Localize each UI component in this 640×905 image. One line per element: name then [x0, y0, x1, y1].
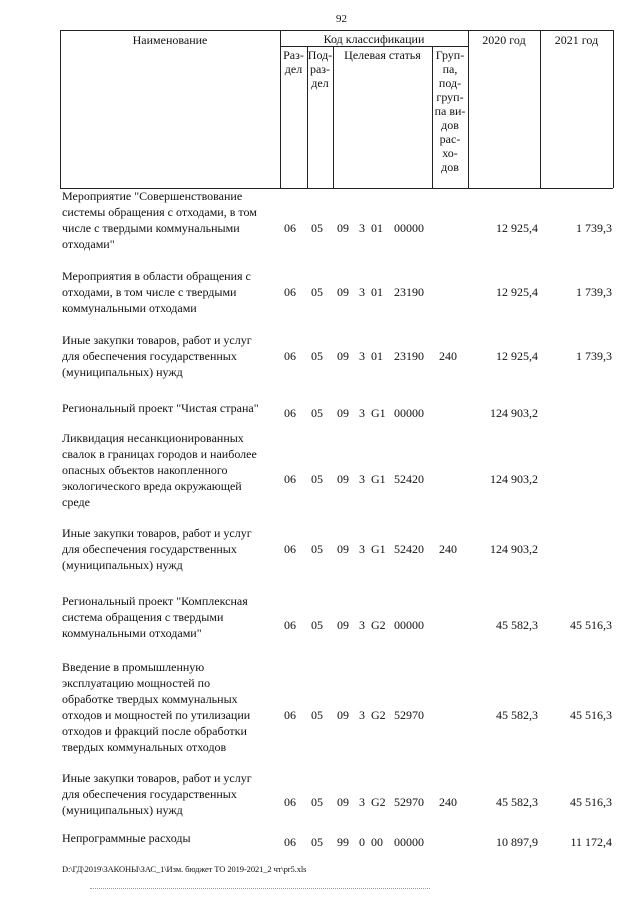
row-name	[62, 659, 280, 755]
cell-y2021: 1 739,3	[576, 221, 612, 235]
row-name-line: Региональный проект "Чистая страна"	[62, 401, 259, 415]
header-name: Наименование	[132, 33, 208, 47]
cell-y2021: 45 516,3	[570, 708, 612, 722]
cell-cs2: 3	[359, 542, 365, 556]
cell-cs3: 01	[371, 221, 383, 235]
cell-cs4: 00000	[394, 406, 424, 420]
cell-cs4: 52420	[394, 472, 424, 486]
cell-cs4: 52970	[394, 795, 424, 809]
footer-divider	[90, 888, 430, 890]
row-name-line: Иные закупки товаров, работ и услуг	[62, 526, 252, 540]
row-name-line: отходов и фракций после обработки	[62, 724, 247, 738]
cell-y2020: 12 925,4	[496, 349, 538, 363]
cell-y2020: 12 925,4	[496, 285, 538, 299]
cell-y2020: 45 582,3	[496, 795, 538, 809]
row-name-line: отходами"	[62, 237, 115, 251]
row-name-line: (муниципальных) нужд	[62, 803, 183, 817]
cell-razdel: 06	[284, 472, 296, 486]
row-name-line: для обеспечения государственных	[62, 349, 237, 363]
cell-y2020: 10 897,9	[496, 835, 538, 849]
row-name-line: коммунальными отходами	[62, 301, 197, 315]
cell-cs3: G1	[371, 406, 386, 420]
cell-cs1: 09	[337, 221, 349, 235]
row-name-line: (муниципальных) нужд	[62, 365, 183, 379]
row-name	[62, 430, 280, 510]
cell-cs1: 09	[337, 618, 349, 632]
cell-vr: 240	[439, 349, 457, 363]
cell-cs3: 01	[371, 349, 383, 363]
cell-cs1: 09	[337, 285, 349, 299]
cell-podrazdel: 05	[311, 349, 323, 363]
row-name-line: системы обращения с отходами, в том	[62, 205, 257, 219]
cell-podrazdel: 05	[311, 835, 323, 849]
cell-y2020: 12 925,4	[496, 221, 538, 235]
header-year-2021: 2021 год	[554, 33, 599, 47]
cell-cs2: 3	[359, 285, 365, 299]
cell-cs4: 23190	[394, 349, 424, 363]
file-path-footer: D:\ГД\2019\ЗАКОНЫ\ЗАС_1\Изм. бюджет ТО 2019-2021_2 чт\pr5.xls	[62, 864, 307, 874]
row-name-line: эксплуатацию мощностей по	[62, 676, 211, 690]
cell-cs1: 09	[337, 708, 349, 722]
cell-cs1: 09	[337, 795, 349, 809]
cell-cs3: G2	[371, 795, 386, 809]
row-name-line: отходов и мощностей по утилизации	[62, 708, 251, 722]
cell-cs2: 3	[359, 618, 365, 632]
row-name	[62, 188, 280, 252]
cell-cs2: 3	[359, 472, 365, 486]
row-name	[62, 593, 280, 641]
cell-y2021: 1 739,3	[576, 349, 612, 363]
cell-cs1: 99	[337, 835, 349, 849]
row-name	[62, 525, 280, 573]
cell-y2020: 45 582,3	[496, 618, 538, 632]
cell-cs1: 09	[337, 406, 349, 420]
cell-cs4: 00000	[394, 221, 424, 235]
row-name-line: Иные закупки товаров, работ и услуг	[62, 333, 252, 347]
cell-cs3: G2	[371, 708, 386, 722]
cell-podrazdel: 05	[311, 221, 323, 235]
cell-cs3: 01	[371, 285, 383, 299]
cell-cs4: 23190	[394, 285, 424, 299]
row-name-line: среде	[62, 495, 90, 509]
row-name	[62, 268, 280, 316]
row-name	[62, 770, 280, 818]
row-name-line: числе с твердыми коммунальными	[62, 221, 240, 235]
cell-razdel: 06	[284, 221, 296, 235]
cell-y2021: 1 739,3	[576, 285, 612, 299]
header-code-classification: Код классификации	[323, 32, 425, 46]
row-name-line: Ликвидация несанкционированных	[62, 431, 244, 445]
cell-y2020: 45 582,3	[496, 708, 538, 722]
cell-podrazdel: 05	[311, 795, 323, 809]
page-number: 92	[336, 13, 347, 25]
cell-podrazdel: 05	[311, 708, 323, 722]
cell-y2020: 124 903,2	[490, 406, 538, 420]
cell-razdel: 06	[284, 618, 296, 632]
row-name-line: отходами, в том числе с твердыми	[62, 285, 237, 299]
row-name-line: твердых коммунальных отходов	[62, 740, 227, 754]
cell-razdel: 06	[284, 835, 296, 849]
cell-razdel: 06	[284, 708, 296, 722]
row-name	[62, 830, 280, 846]
row-name	[62, 400, 280, 416]
row-name-line: система обращения с твердыми	[62, 610, 224, 624]
cell-cs2: 3	[359, 708, 365, 722]
cell-y2021: 45 516,3	[570, 618, 612, 632]
row-name-line: экологического вреда окружающей	[62, 479, 242, 493]
header-section: Раз- дел	[283, 48, 304, 76]
header-target-article: Целевая статья	[344, 48, 421, 62]
row-name-line: коммунальными отходами"	[62, 626, 202, 640]
cell-podrazdel: 05	[311, 618, 323, 632]
row-name-line: Мероприятия в области обращения с	[62, 269, 251, 283]
row-name-line: обработке твердых коммунальных	[62, 692, 238, 706]
cell-podrazdel: 05	[311, 542, 323, 556]
cell-razdel: 06	[284, 349, 296, 363]
row-name-line: Введение в промышленную	[62, 660, 205, 674]
cell-y2021: 45 516,3	[570, 795, 612, 809]
cell-cs2: 3	[359, 406, 365, 420]
cell-podrazdel: 05	[311, 406, 323, 420]
row-name-line: Региональный проект "Комплексная	[62, 594, 248, 608]
cell-y2020: 124 903,2	[490, 472, 538, 486]
cell-y2021: 11 172,4	[570, 835, 612, 849]
cell-razdel: 06	[284, 406, 296, 420]
cell-cs3: 00	[371, 835, 383, 849]
cell-podrazdel: 05	[311, 285, 323, 299]
cell-cs3: G1	[371, 542, 386, 556]
row-name-line: Иные закупки товаров, работ и услуг	[62, 771, 252, 785]
cell-cs2: 0	[359, 835, 365, 849]
row-name-line: свалок в границах городов и наиболее	[62, 447, 257, 461]
cell-razdel: 06	[284, 285, 296, 299]
row-name	[62, 332, 280, 380]
cell-cs1: 09	[337, 542, 349, 556]
row-name-line: опасных объектов накопленного	[62, 463, 228, 477]
cell-cs4: 00000	[394, 835, 424, 849]
cell-razdel: 06	[284, 542, 296, 556]
cell-cs4: 52970	[394, 708, 424, 722]
row-name-line: Мероприятие "Совершенствование	[62, 189, 243, 203]
cell-vr: 240	[439, 795, 457, 809]
cell-razdel: 06	[284, 795, 296, 809]
cell-cs3: G2	[371, 618, 386, 632]
cell-y2020: 124 903,2	[490, 542, 538, 556]
header-expense-group: Груп- па, под- груп- па ви- дов рас- хо- дов	[434, 48, 466, 174]
cell-cs3: G1	[371, 472, 386, 486]
cell-vr: 240	[439, 542, 457, 556]
cell-cs2: 3	[359, 221, 365, 235]
cell-cs1: 09	[337, 349, 349, 363]
cell-cs2: 3	[359, 349, 365, 363]
cell-cs2: 3	[359, 795, 365, 809]
row-name-line: Непрограммные расходы	[62, 831, 191, 845]
row-name-line: для обеспечения государственных	[62, 787, 237, 801]
cell-cs4: 00000	[394, 618, 424, 632]
row-name-line: для обеспечения государственных	[62, 542, 237, 556]
cell-podrazdel: 05	[311, 472, 323, 486]
cell-cs4: 52420	[394, 542, 424, 556]
header-subsection: Под- раз- дел	[307, 48, 333, 90]
row-name-line: (муниципальных) нужд	[62, 558, 183, 572]
cell-cs1: 09	[337, 472, 349, 486]
header-year-2020: 2020 год	[482, 33, 526, 47]
